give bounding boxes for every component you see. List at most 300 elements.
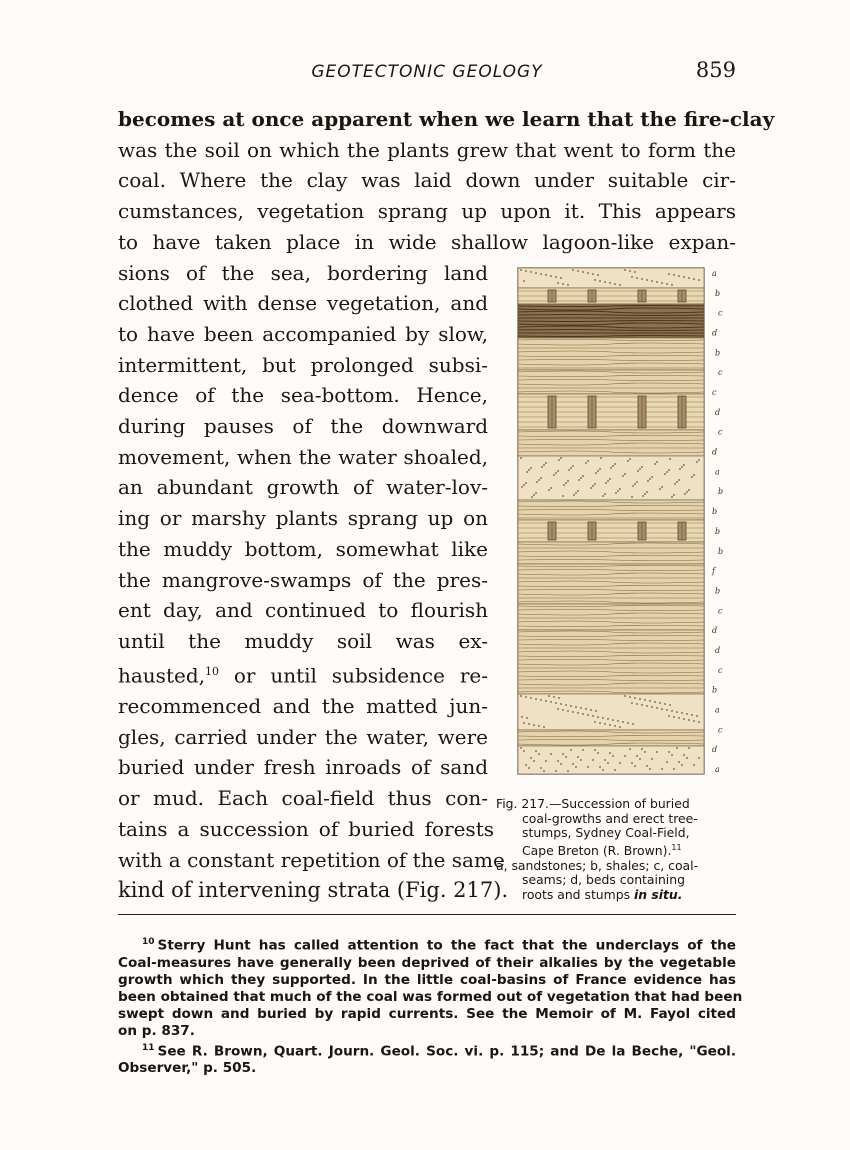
footnote-line: on p. 837. — [118, 1022, 195, 1039]
sand-grain — [683, 276, 685, 278]
body-line: recommenced and the matted jun- — [118, 694, 488, 719]
sand-grain — [651, 476, 653, 478]
sand-grain — [575, 492, 577, 494]
sand-grain — [540, 767, 542, 769]
sand-grain — [531, 496, 533, 498]
sand-grain — [671, 754, 673, 756]
layer-label: a — [712, 269, 717, 278]
sand-grain — [599, 722, 601, 724]
sand-grain — [656, 281, 658, 283]
sand-grain — [610, 467, 612, 469]
sand-grain — [555, 702, 557, 704]
body-line: tains a succession of buried forests — [118, 816, 494, 841]
sand-grain — [545, 760, 547, 762]
sand-grain — [641, 748, 643, 750]
sand-grain — [669, 458, 671, 460]
sand-grain — [570, 467, 572, 469]
sand-grain — [555, 770, 557, 772]
sand-grain — [594, 483, 596, 485]
sand-grain — [664, 703, 666, 705]
sand-grain — [688, 489, 690, 491]
sand-grain — [528, 767, 530, 769]
running-head: GEOTECTONIC GEOLOGY — [311, 62, 543, 82]
sand-grain — [673, 768, 675, 770]
sand-grain — [647, 480, 649, 482]
layer-label: b — [715, 288, 721, 298]
sand-grain — [553, 696, 555, 698]
sand-grain — [641, 278, 643, 280]
sand-grain — [693, 474, 695, 476]
body-line: coal. Where the clay was laid down under suitable cir- — [118, 168, 736, 193]
sand-grain — [691, 476, 693, 478]
sand-grain — [656, 707, 658, 709]
sand-grain — [607, 718, 609, 720]
sand-grain — [557, 708, 559, 710]
strata-layer — [518, 694, 704, 730]
sand-grain — [570, 705, 572, 707]
layer-label: a — [715, 705, 720, 715]
sand-grain — [526, 717, 528, 719]
body-line — [118, 104, 775, 135]
sand-grain — [550, 275, 552, 277]
strata-layer — [518, 746, 704, 774]
footnote-ref[interactable]: 10 — [204, 664, 219, 678]
sand-grain — [602, 717, 604, 719]
layer-label: d — [712, 447, 718, 457]
sand-grain — [681, 712, 683, 714]
caption-line: Fig. 217.—Succession of buried — [496, 796, 690, 811]
caption-italic: in situ. — [634, 886, 683, 902]
sand-grain — [599, 766, 601, 768]
sand-grain — [582, 749, 584, 751]
sand-grain — [676, 481, 678, 483]
sand-grain — [590, 709, 592, 711]
sand-grain — [617, 720, 619, 722]
sand-grain — [525, 270, 527, 272]
footnote-line: Coal-measures have generally been deprived of their alkalies by the vegetable — [118, 954, 736, 971]
sand-grain — [557, 470, 559, 472]
sand-grain — [520, 695, 522, 697]
footnote-marker: 10 — [142, 937, 155, 947]
sand-grain — [614, 283, 616, 285]
sand-grain — [523, 484, 525, 486]
sand-grain — [523, 750, 525, 752]
sand-grain — [651, 758, 653, 760]
sand-grain — [535, 492, 537, 494]
sand-grain — [577, 756, 579, 758]
sand-grain — [678, 761, 680, 763]
sand-grain — [528, 469, 530, 471]
sand-grain — [646, 491, 648, 493]
sand-grain — [698, 721, 700, 723]
layer-label: d — [712, 745, 718, 755]
figure-caption — [496, 797, 742, 902]
sand-grain — [604, 281, 606, 283]
sand-grain — [609, 478, 611, 480]
body-line: or mud. Each coal-field thus con- — [118, 786, 488, 811]
sand-grain — [612, 719, 614, 721]
sand-grain — [656, 751, 658, 753]
sand-grain — [580, 759, 582, 761]
sand-grain — [535, 272, 537, 274]
sand-grain — [595, 472, 597, 474]
sand-grain — [560, 457, 562, 459]
layer-label: c — [718, 368, 723, 378]
sand-grain — [545, 462, 547, 464]
body-line: with a constant repetition of the same — [118, 847, 505, 872]
body-line: cumstances, vegetation sprang up upon it. This appears — [118, 199, 736, 224]
sand-grain — [525, 482, 527, 484]
sand-grain — [673, 494, 675, 496]
layer-label: c — [718, 725, 723, 735]
layer-label: b — [715, 526, 721, 536]
sand-grain — [634, 271, 636, 273]
sand-grain — [587, 460, 589, 462]
sand-grain — [661, 708, 663, 710]
sand-grain — [693, 720, 695, 722]
sand-grain — [671, 710, 673, 712]
sand-grain — [615, 492, 617, 494]
sand-grain — [597, 470, 599, 472]
sand-grain — [641, 704, 643, 706]
sand-grain — [550, 487, 552, 489]
sand-grain — [639, 468, 641, 470]
sand-grain — [632, 485, 634, 487]
sand-grain — [592, 485, 594, 487]
sand-grain — [649, 478, 651, 480]
strata-section-illustration — [508, 262, 740, 792]
sand-grain — [651, 280, 653, 282]
sand-grain — [644, 699, 646, 701]
sand-grain — [578, 479, 580, 481]
sand-grain — [607, 480, 609, 482]
sand-grain — [573, 494, 575, 496]
strata-layer — [518, 370, 704, 394]
sand-grain — [642, 495, 644, 497]
sand-grain — [624, 695, 626, 697]
sand-grain — [636, 481, 638, 483]
strata-layer — [518, 338, 704, 370]
sand-grain — [572, 711, 574, 713]
body-line: kind of intervening strata (Fig. 217). — [118, 878, 509, 903]
sand-grain — [587, 714, 589, 716]
sand-grain — [676, 747, 678, 749]
sand-grain — [646, 705, 648, 707]
sand-grain — [523, 280, 525, 282]
sand-grain — [540, 699, 542, 701]
sand-grain — [536, 481, 538, 483]
sand-grain — [629, 696, 631, 698]
sand-grain — [560, 703, 562, 705]
sand-grain — [654, 701, 656, 703]
body-line: intermittent, but prolonged subsi- — [118, 352, 488, 377]
sand-grain — [674, 483, 676, 485]
sand-grain — [629, 458, 631, 460]
sand-grain — [622, 721, 624, 723]
caption-line: coal-growths and erect tree- — [522, 810, 698, 826]
sand-grain — [535, 750, 537, 752]
sand-grain — [604, 723, 606, 725]
body-line: buried under fresh inroads of sand — [118, 755, 488, 780]
sand-grain — [594, 749, 596, 751]
footnote-line — [118, 1040, 736, 1061]
layer-label: c — [718, 427, 723, 437]
sand-grain — [636, 703, 638, 705]
layer-label: b — [712, 685, 718, 695]
sand-grain — [582, 713, 584, 715]
sand-grain — [602, 769, 604, 771]
sand-grain — [585, 708, 587, 710]
sand-grain — [565, 756, 567, 758]
sand-grain — [636, 277, 638, 279]
footnote-text: Sterry Hunt has called attention to the fact that the underclays of the — [157, 937, 736, 954]
sand-grain — [592, 715, 594, 717]
sand-grain — [661, 486, 663, 488]
sand-grain — [520, 269, 522, 271]
sand-grain — [627, 722, 629, 724]
sand-grain — [609, 724, 611, 726]
sand-grain — [567, 480, 569, 482]
sand-grain — [563, 484, 565, 486]
sand-grain — [631, 762, 633, 764]
sand-grain — [604, 759, 606, 761]
sand-grain — [577, 712, 579, 714]
footnote-divider — [118, 914, 736, 915]
sand-grain — [696, 461, 698, 463]
sand-grain — [678, 479, 680, 481]
sand-grain — [599, 280, 601, 282]
sand-grain — [659, 702, 661, 704]
sand-grain — [580, 707, 582, 709]
sand-grain — [696, 715, 698, 717]
caption-line — [496, 841, 742, 859]
strata-layer — [518, 268, 704, 288]
sand-grain — [538, 725, 540, 727]
caption-text: Cape Breton (R. Brown). — [522, 842, 672, 858]
sand-grain — [631, 276, 633, 278]
sand-grain — [631, 496, 633, 498]
sand-grain — [533, 494, 535, 496]
sand-grain — [530, 697, 532, 699]
layer-label: d — [712, 328, 718, 338]
wrapped-text-block — [118, 258, 488, 814]
sand-grain — [597, 752, 599, 754]
sand-grain — [530, 271, 532, 273]
sand-grain — [567, 770, 569, 772]
sand-grain — [575, 766, 577, 768]
sand-grain — [594, 279, 596, 281]
sand-grain — [540, 273, 542, 275]
sand-grain — [553, 474, 555, 476]
page-number: 859 — [695, 58, 736, 82]
layer-label: c — [718, 308, 723, 318]
sand-grain — [543, 726, 545, 728]
sand-grain — [686, 491, 688, 493]
sand-grain — [661, 768, 663, 770]
sand-grain — [659, 488, 661, 490]
sand-grain — [562, 709, 564, 711]
sand-grain — [622, 475, 624, 477]
footnote-line: swept down and buried by rapid currents. See the Memoir of M. Fayol cited — [118, 1005, 736, 1022]
sand-grain — [533, 760, 535, 762]
sand-grain — [649, 768, 651, 770]
page-header — [118, 58, 736, 88]
sand-grain — [668, 715, 670, 717]
sand-grain — [614, 769, 616, 771]
sand-grain — [530, 757, 532, 759]
sand-grain — [681, 764, 683, 766]
sand-grain — [666, 709, 668, 711]
sand-grain — [555, 276, 557, 278]
sand-grain — [548, 489, 550, 491]
sand-grain — [668, 751, 670, 753]
sand-grain — [671, 496, 673, 498]
sand-grain — [669, 704, 671, 706]
layer-label: c — [718, 665, 723, 675]
sand-grain — [568, 469, 570, 471]
sand-grain — [597, 716, 599, 718]
sand-grain — [619, 488, 621, 490]
sand-grain — [525, 764, 527, 766]
sand-grain — [521, 716, 523, 718]
sand-grain — [661, 282, 663, 284]
sand-grain — [693, 764, 695, 766]
sand-grain — [592, 759, 594, 761]
layer-label: d — [715, 645, 721, 655]
sand-grain — [624, 473, 626, 475]
sand-grain — [604, 493, 606, 495]
sand-grain — [688, 719, 690, 721]
footnote-ref[interactable]: 11 — [671, 842, 682, 852]
sand-grain — [651, 706, 653, 708]
sand-grain — [619, 762, 621, 764]
body-line: sions of the sea, bordering land — [118, 260, 488, 285]
sand-grain — [629, 748, 631, 750]
sand-grain — [572, 763, 574, 765]
sand-grain — [587, 272, 589, 274]
sand-grain — [602, 495, 604, 497]
sand-grain — [678, 275, 680, 277]
sand-grain — [688, 747, 690, 749]
sand-grain — [664, 473, 666, 475]
sand-grain — [698, 279, 700, 281]
sand-grain — [587, 766, 589, 768]
sand-grain — [673, 274, 675, 276]
sand-grain — [590, 487, 592, 489]
sand-grain — [558, 697, 560, 699]
sand-grain — [540, 477, 542, 479]
body-line — [118, 657, 488, 691]
sand-grain — [673, 716, 675, 718]
sand-grain — [575, 706, 577, 708]
sand-grain — [698, 757, 700, 759]
footnote-text: See R. Brown, Quart. Journ. Geol. Soc. vi. p. 115; and De la Beche, "Geol. — [157, 1043, 736, 1060]
caption-line — [496, 888, 742, 903]
sand-grain — [582, 475, 584, 477]
sand-grain — [646, 765, 648, 767]
sand-grain — [605, 482, 607, 484]
sand-grain — [641, 466, 643, 468]
sand-grain — [545, 700, 547, 702]
sand-grain — [592, 273, 594, 275]
sand-grain — [624, 269, 626, 271]
sand-grain — [678, 717, 680, 719]
caption-line: a, sandstones; b, shales; c, coal- — [496, 857, 699, 873]
sand-grain — [530, 467, 532, 469]
footnote-marker: 11 — [142, 1042, 155, 1053]
sand-grain — [619, 284, 621, 286]
sand-grain — [649, 700, 651, 702]
layer-label: d — [712, 626, 718, 636]
body-line-text: or until subsidence re- — [233, 663, 488, 688]
layer-label: b — [712, 507, 718, 517]
body-line: until the muddy soil was ex- — [118, 628, 488, 653]
sand-grain — [609, 752, 611, 754]
footnote-line — [118, 934, 736, 955]
layer-label: b — [718, 487, 724, 497]
sand-grain — [698, 459, 700, 461]
sand-grain — [646, 279, 648, 281]
sand-grain — [582, 271, 584, 273]
body-line: an abundant growth of water-lov- — [118, 475, 488, 500]
sand-grain — [614, 725, 616, 727]
strata-layer — [518, 520, 704, 542]
body-line: to have taken place in wide shallow lagoon-like expan- — [118, 229, 736, 254]
sand-grain — [577, 490, 579, 492]
sand-grain — [614, 463, 616, 465]
sand-grain — [654, 463, 656, 465]
sand-grain — [668, 469, 670, 471]
layer-label: f — [712, 566, 715, 576]
body-line: was the soil on which the plants grew that went to form the — [118, 137, 736, 162]
sand-grain — [617, 490, 619, 492]
sand-grain — [612, 465, 614, 467]
sand-grain — [597, 274, 599, 276]
sand-grain — [681, 466, 683, 468]
body-line: dence of the sea-bottom. Hence, — [118, 383, 488, 408]
sand-grain — [666, 283, 668, 285]
sand-grain — [577, 270, 579, 272]
sand-grain — [632, 723, 634, 725]
sand-grain — [521, 486, 523, 488]
body-line: gles, carried under the water, were — [118, 724, 488, 749]
sand-grain — [562, 495, 564, 497]
sand-grain — [688, 277, 690, 279]
body-line: the mangrove-swamps of the pres- — [118, 567, 488, 592]
sand-grain — [676, 711, 678, 713]
sand-grain — [639, 698, 641, 700]
sand-grain — [543, 770, 545, 772]
body-line: clothed with dense vegetation, and — [118, 291, 488, 316]
sand-grain — [560, 763, 562, 765]
footnote-line: growth which they supported. In the little coal-basins of France evidence has — [118, 971, 736, 988]
sand-grain — [538, 479, 540, 481]
sand-grain — [631, 702, 633, 704]
body-line-text: becomes at once apparent when we learn that the fire-clay — [118, 107, 775, 131]
figure-217 — [508, 262, 740, 792]
sand-grain — [594, 721, 596, 723]
sand-grain — [668, 273, 670, 275]
sand-grain — [548, 695, 550, 697]
body-line: ing or marshy plants sprang up on — [118, 506, 488, 531]
sand-grain — [612, 755, 614, 757]
sand-grain — [560, 277, 562, 279]
sand-grain — [595, 710, 597, 712]
sand-grain — [599, 468, 601, 470]
sand-grain — [570, 749, 572, 751]
sand-grain — [666, 471, 668, 473]
sand-grain — [686, 713, 688, 715]
